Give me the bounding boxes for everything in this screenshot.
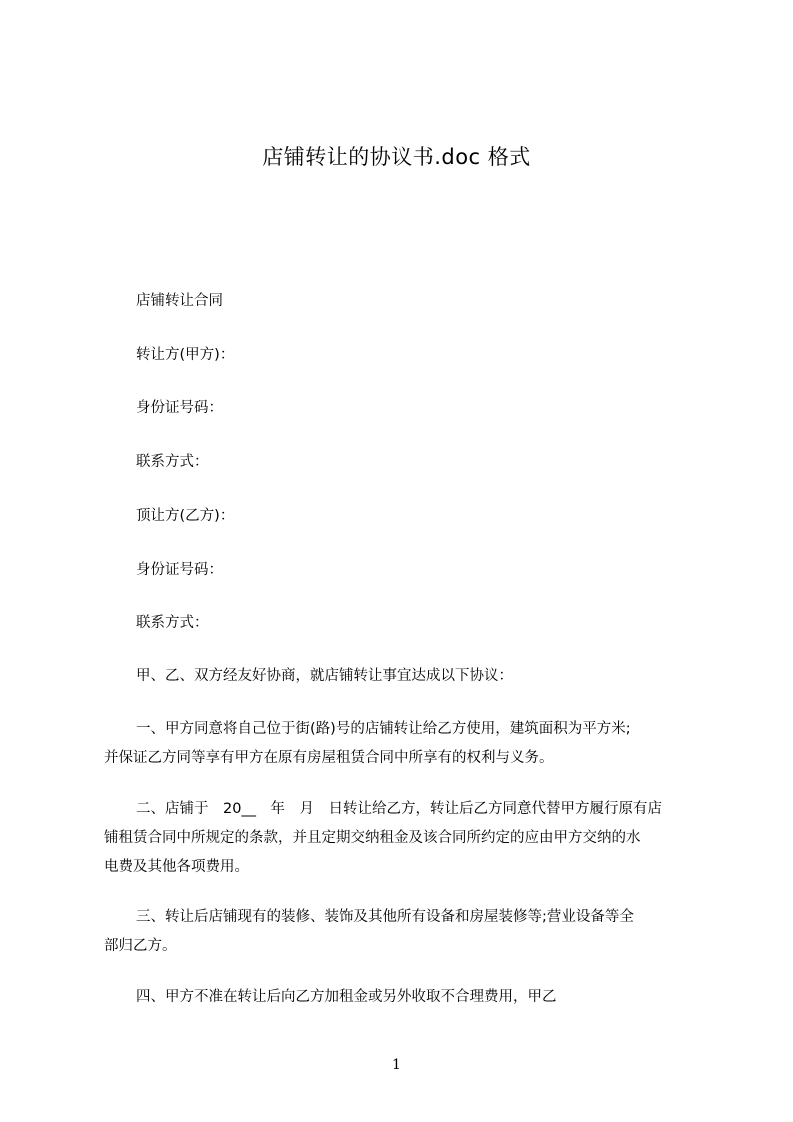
agreement-intro: 甲、乙、双方经友好协商，就店铺转让事宜达成以下协议：: [136, 668, 513, 684]
clause-1: [104, 715, 704, 773]
clause-3-line-2: 部归乙方。: [104, 938, 177, 954]
page-number: 1: [392, 1057, 401, 1073]
clause-4-line-1: 四、甲方不准在转让后向乙方加租金或另外收取不合理费用，甲乙: [136, 989, 557, 1005]
clause-2-line-1: 二、店铺于 20__ 年 月 日转让给乙方，转让后乙方同意代替甲方履行原有店: [136, 801, 662, 817]
transferee-id-label: 身份证号码：: [136, 562, 223, 578]
transferor-contact-label: 联系方式：: [136, 454, 209, 470]
transferee-contact-label: 联系方式：: [136, 615, 209, 631]
clause-1-line-2: 并保证乙方同等享有甲方在原有房屋租赁合同中所享有的权利与义务。: [104, 750, 554, 766]
clause-2: [104, 795, 704, 882]
clause-2-line-2: 铺租赁合同中所规定的条款，并且定期交纳租金及该合同所约定的应由甲方交纳的水: [104, 830, 641, 846]
transferor-party-label: 转让方(甲方)：: [136, 347, 235, 363]
clause-2-line-3: 电费及其他各项费用。: [104, 859, 249, 875]
transferee-party-label: 顶让方(乙方)：: [136, 508, 235, 524]
clause-1-line-1: 一、甲方同意将自己位于街(路)号的店铺转让给乙方使用，建筑面积为平方米;: [136, 721, 631, 737]
document-title: 店铺转让的协议书.doc 格式: [262, 145, 531, 169]
clause-4: [104, 983, 704, 1012]
transferor-id-label: 身份证号码：: [136, 400, 223, 416]
contract-heading: 店铺转让合同: [136, 293, 223, 309]
clause-3-line-1: 三、转让后店铺现有的装修、装饰及其他所有设备和房屋装修等;营业设备等全: [136, 909, 634, 925]
clause-3: [104, 903, 704, 961]
